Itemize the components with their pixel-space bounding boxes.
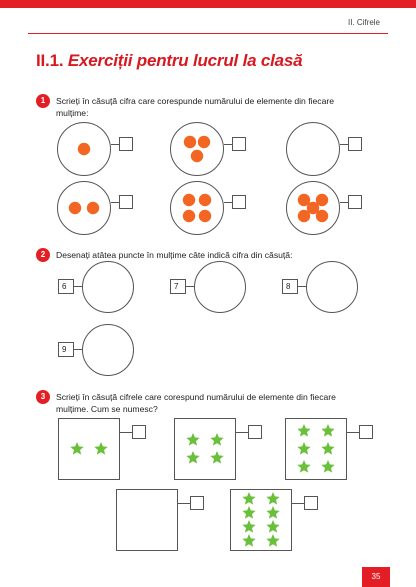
star-set-5-star-3 <box>242 506 255 519</box>
star-set-3-star-6 <box>321 460 334 473</box>
digit-box-8: 8 <box>282 279 298 294</box>
page-number: 35 <box>362 567 390 587</box>
star-set-3-star-2 <box>321 424 334 437</box>
star-set-3-star-3 <box>297 442 310 455</box>
star-set-5-star-1 <box>242 492 255 505</box>
digit-box-6: 6 <box>58 279 74 294</box>
exercise-1-instruction-line-2: mulțime: <box>56 108 89 118</box>
exercise-3-instruction-line-1: Scrieți în căsuță cifrele care corespund numărului de elemente din fiecare <box>56 392 336 402</box>
star-set-5-star-7 <box>242 534 255 547</box>
exercise-3-badge: 3 <box>36 390 50 404</box>
title-text: Exerciții pentru lucrul la clasă <box>67 51 303 70</box>
digit-box-9: 9 <box>58 342 74 357</box>
star-set-3-star-5 <box>297 460 310 473</box>
exercise-1-instruction-line-1: Scrieți în căsuță cifra care corespunde numărului de elemente din fiecare <box>56 96 335 106</box>
exercise-1-badge: 1 <box>36 94 50 108</box>
star-set-3-star-1 <box>297 424 310 437</box>
star-set-2-star-2 <box>210 433 223 446</box>
star-set-1-star-1 <box>70 442 83 455</box>
star-set-1-star-2 <box>94 442 107 455</box>
digit-box-7: 7 <box>170 279 186 294</box>
title-number: II.1. <box>36 51 64 70</box>
star-set-2-star-1 <box>186 433 199 446</box>
exercise-2-badge: 2 <box>36 248 50 262</box>
star-set-5-star-6 <box>266 520 279 533</box>
star-set-5-star-8 <box>266 534 279 547</box>
section-label: II. Cifrele <box>347 18 380 27</box>
star-set-2-star-4 <box>210 451 223 464</box>
exercise-2-instruction: Desenați atâtea puncte în mulțime câte indică cifra din căsuță: <box>56 250 293 260</box>
star-set-2-star-3 <box>186 451 199 464</box>
star-set-5-star-5 <box>242 520 255 533</box>
star-set-5-star-4 <box>266 506 279 519</box>
star-set-5-star-2 <box>266 492 279 505</box>
star-set-3-star-4 <box>321 442 334 455</box>
exercise-3-instruction-line-2: mulțime. Cum se numesc? <box>56 404 158 414</box>
